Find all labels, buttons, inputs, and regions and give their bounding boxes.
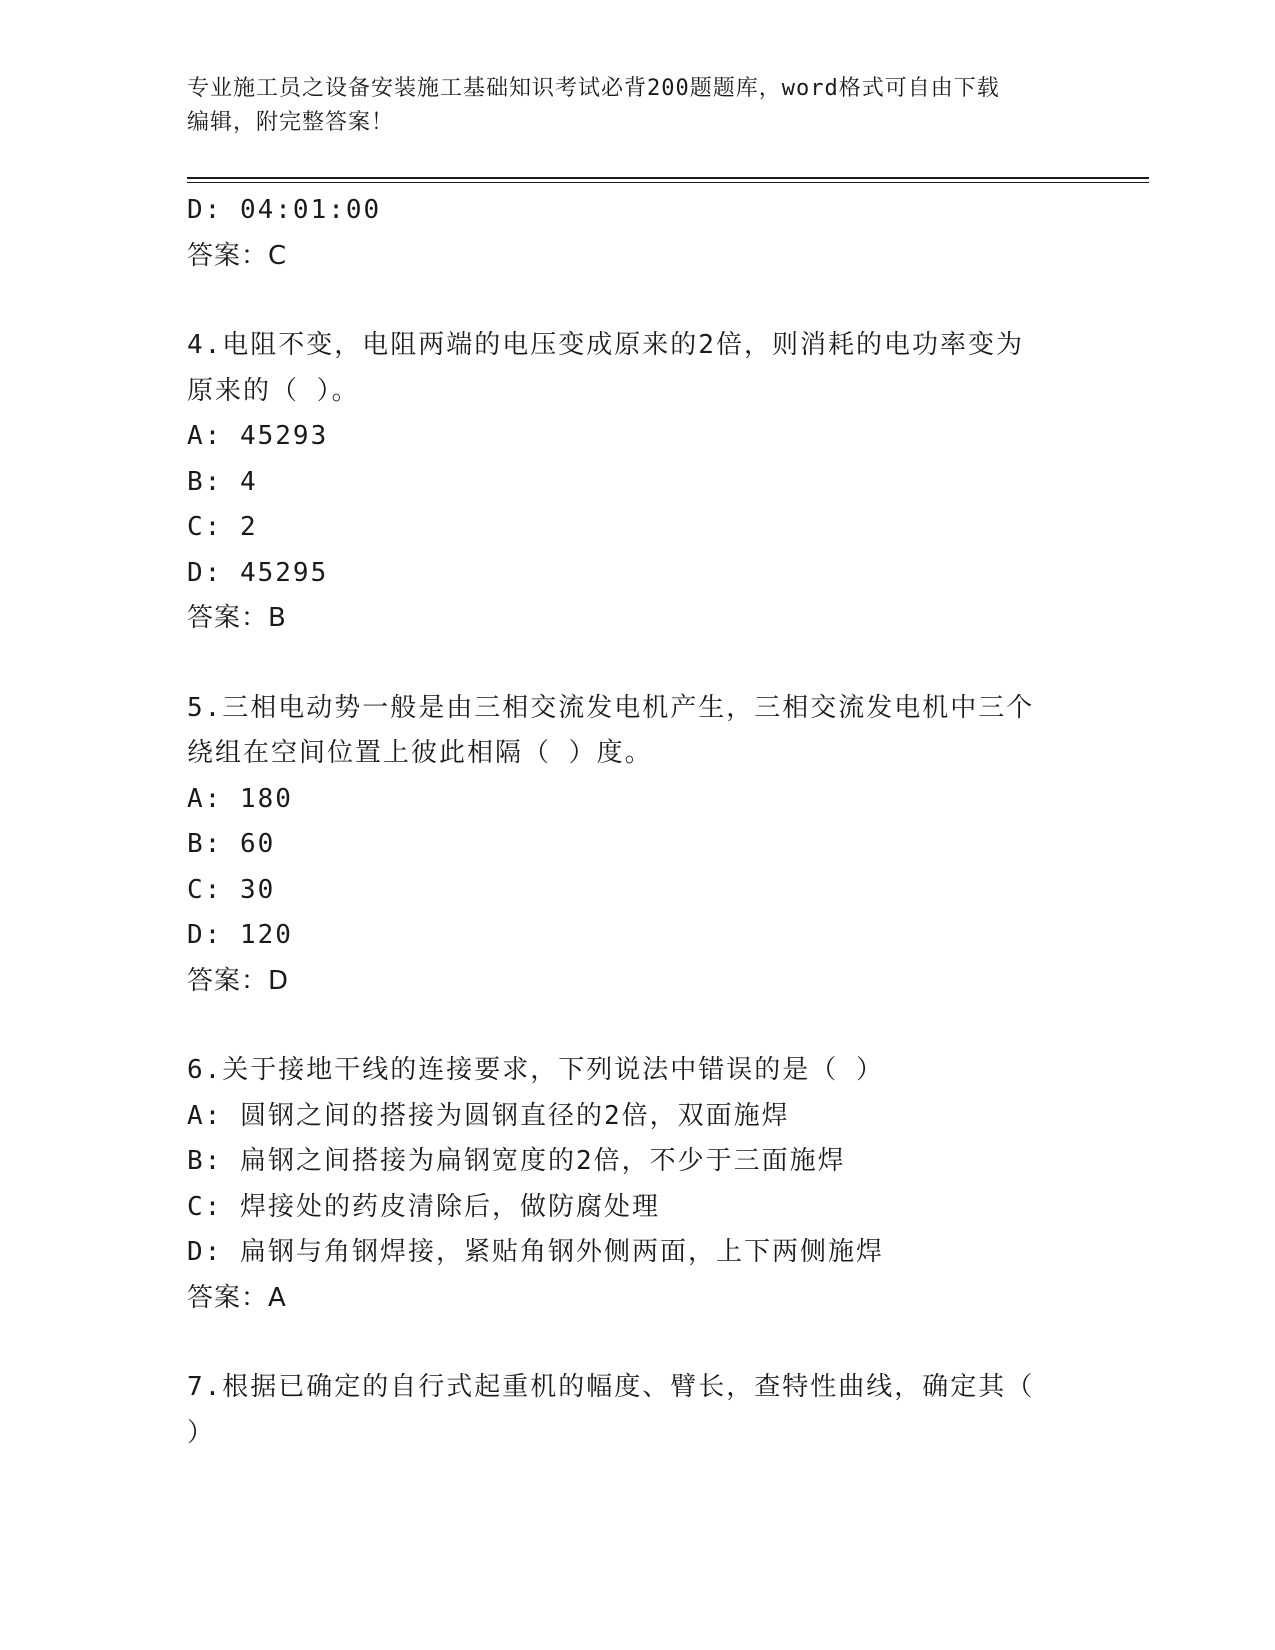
answer-label: 答案：B (187, 603, 287, 633)
option-b: B: 60 (187, 829, 276, 859)
question-text-line-1: 7.根据已确定的自行式起重机的幅度、臂长，查特性曲线，确定其（ (187, 1372, 1035, 1402)
option-b: B: 4 (187, 466, 258, 497)
option-a: A: 45293 (187, 421, 329, 451)
answer-label: 答案：A (187, 1282, 287, 1313)
header-line-1: 专业施工员之设备安装施工基础知识考试必背200题题库，word格式可自由下载 (187, 76, 1000, 101)
option-d: D: 120 (187, 920, 293, 950)
question-text-line-2: 绕组在空间位置上彼此相隔（ ）度。 (187, 738, 653, 768)
option-d: D: 04:01:00 (187, 195, 382, 225)
question-text-line-1: 5.三相电动势一般是由三相交流发电机产生，三相交流发电机中三个 (187, 692, 1035, 723)
option-c: C: 焊接处的药皮清除后，做防腐处理 (187, 1191, 660, 1222)
option-b: B: 扁钢之间搭接为扁钢宽度的2倍，不少于三面施焊 (187, 1146, 846, 1176)
option-c: C: 30 (187, 874, 276, 905)
document-header (187, 72, 1087, 140)
question-text-line-1: 4.电阻不变，电阻两端的电压变成原来的2倍，则消耗的电功率变为 (187, 330, 1024, 360)
option-c: C: 2 (187, 512, 258, 542)
header-divider-thick (187, 177, 1149, 179)
option-d: D: 扁钢与角钢焊接，紧贴角钢外侧两面，上下两侧施焊 (187, 1237, 884, 1267)
question-block-3 (187, 188, 1087, 279)
answer-label: 答案：C (187, 240, 288, 271)
question-text-line-2: 原来的（ ）。 (187, 375, 360, 406)
header-line-2: 编辑，附完整答案！ (187, 110, 395, 135)
option-a: A: 圆钢之间的搭接为圆钢直径的2倍，双面施焊 (187, 1100, 790, 1131)
question-text-line-2: ） (187, 1417, 216, 1448)
question-text-line-1: 6.关于接地干线的连接要求，下列说法中错误的是（ ） (187, 1055, 884, 1085)
option-d: D: 45295 (187, 557, 329, 588)
header-divider-thin (187, 182, 1149, 183)
question-block-6 (187, 1048, 1087, 1321)
answer-label: 答案：D (187, 965, 290, 996)
option-a: A: 180 (187, 783, 293, 814)
question-block-7 (187, 1365, 1087, 1456)
question-block-4 (187, 323, 1087, 642)
question-list (187, 188, 1087, 1456)
question-block-5 (187, 686, 1087, 1005)
